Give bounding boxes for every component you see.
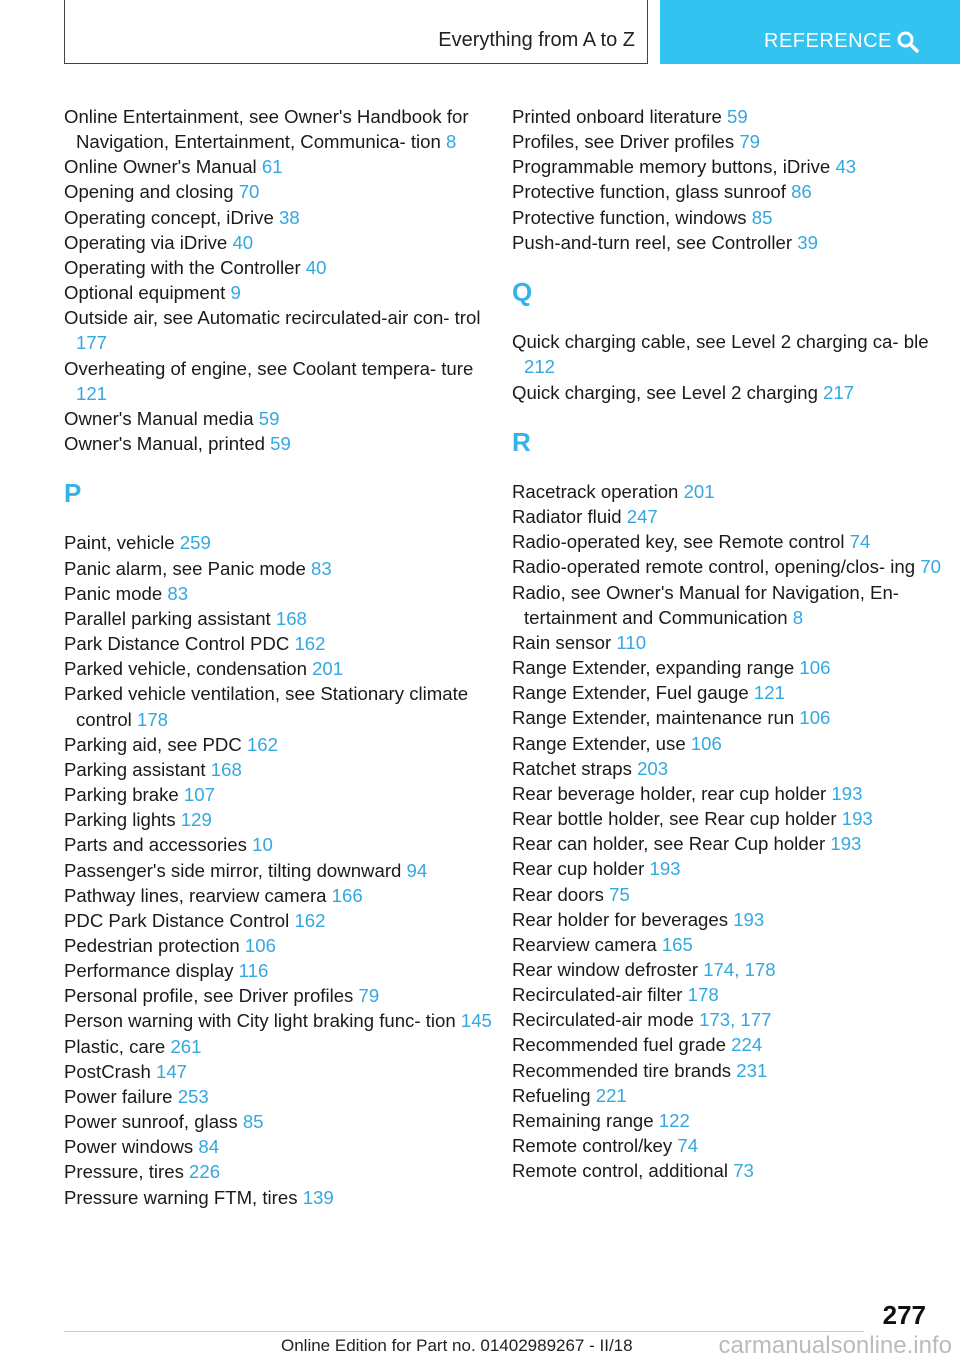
index-entry: [64, 556, 504, 581]
page-reference-link[interactable]: 226: [189, 1161, 221, 1183]
index-entry: [64, 179, 504, 204]
page-reference-link[interactable]: 166: [331, 884, 363, 906]
index-entry: [64, 883, 504, 908]
page-reference-link[interactable]: 75: [609, 883, 630, 905]
page-reference-link[interactable]: 203: [637, 757, 669, 779]
index-entry: [64, 1034, 504, 1059]
page-reference-link[interactable]: 173, 177: [699, 1009, 772, 1031]
entry-term: Range Extender, expanding range: [512, 657, 795, 679]
index-entry: [64, 782, 504, 807]
index-entry: [64, 757, 504, 782]
index-entry: [512, 205, 952, 230]
reference-label: REFERENCE: [764, 30, 892, 52]
index-entry: [512, 580, 952, 630]
entry-term: Remote control, additional: [512, 1160, 729, 1182]
page-reference-link[interactable]: 10: [252, 834, 273, 856]
index-entry: [64, 305, 504, 355]
index-entry: [512, 680, 952, 705]
entry-term: Protective function, glass sunroof: [512, 181, 786, 203]
entry-term: Ratchet straps: [512, 757, 632, 779]
page-reference-link[interactable]: 122: [658, 1109, 690, 1131]
entry-term: Rear cup holder: [512, 858, 645, 880]
index-entry: [512, 831, 952, 856]
entry-term: Protective function, windows: [512, 206, 747, 228]
entry-term: Opening and closing: [64, 181, 234, 203]
reference-tab[interactable]: [660, 0, 960, 64]
page-reference-link[interactable]: 162: [246, 733, 278, 755]
index-entry: [512, 179, 952, 204]
entry-term: Rear beverage holder, rear cup holder: [512, 782, 827, 804]
page-reference-link[interactable]: 212: [524, 356, 556, 378]
index-entry: [64, 431, 504, 456]
entry-term: Recommended tire brands: [512, 1059, 732, 1081]
page-reference-link[interactable]: 43: [835, 156, 857, 178]
entry-term: Rain sensor: [512, 631, 612, 653]
page-reference-link[interactable]: 116: [238, 960, 269, 982]
index-entry: [512, 230, 952, 255]
watermark: carmanualsonline.info: [718, 1332, 952, 1359]
index-entry: [64, 280, 504, 305]
page-reference-link[interactable]: 40: [305, 256, 327, 278]
page-reference-link[interactable]: 74: [677, 1135, 699, 1157]
entry-term: Pressure warning FTM, tires: [64, 1186, 298, 1208]
index-entry: [512, 479, 952, 504]
page-reference-link[interactable]: 147: [155, 1060, 188, 1082]
entry-term: Racetrack operation: [512, 481, 679, 502]
index-entry: [512, 504, 952, 529]
entry-term: Recommended fuel grade: [512, 1034, 726, 1056]
index-entry: [512, 781, 952, 806]
entry-term: Rear can holder, see Rear Cup holder: [512, 833, 826, 855]
entry-term: Radio, see Owner's Manual for Navigation, En‐ tertainment and Communication: [512, 581, 899, 628]
index-entry: [64, 832, 504, 857]
index-entry: [512, 655, 952, 680]
index-entry: [64, 406, 504, 431]
page-reference-link[interactable]: 83: [311, 557, 332, 579]
index-entry: [64, 1059, 504, 1084]
entry-term: Parking assistant: [64, 758, 206, 780]
entry-term: Panic mode: [64, 582, 163, 604]
page-reference-link[interactable]: 73: [733, 1160, 754, 1182]
page-reference-link[interactable]: 86: [791, 181, 812, 203]
page-reference-link[interactable]: 121: [76, 382, 108, 404]
page-reference-link[interactable]: 261: [170, 1035, 202, 1057]
page-reference-link[interactable]: 193: [831, 782, 863, 804]
index-entry: [512, 380, 952, 405]
index-entry: [512, 1158, 952, 1183]
index-entry: [512, 705, 952, 730]
page-reference-link[interactable]: 8: [792, 606, 804, 628]
entry-term: Power sunroof, glass: [64, 1111, 238, 1133]
page-reference-link[interactable]: 217: [823, 381, 855, 403]
page-reference-link[interactable]: 193: [830, 833, 862, 855]
entry-term: Rear window defroster: [512, 958, 699, 980]
entry-term: Panic alarm, see Panic mode: [64, 557, 306, 579]
index-entry: [64, 606, 504, 631]
page-reference-link[interactable]: 247: [626, 506, 658, 528]
page-reference-link[interactable]: 39: [797, 231, 818, 253]
entry-term: Overheating of engine, see Coolant tempera‐ ture: [64, 357, 474, 379]
entry-term: Passenger's side mirror, tilting downward: [64, 859, 402, 881]
entry-term: Performance display: [64, 960, 234, 982]
entry-term: Parking brake: [64, 784, 179, 806]
index-entry: [512, 329, 952, 379]
index-entry: [512, 882, 952, 907]
page-reference-link[interactable]: 59: [270, 433, 291, 455]
page-reference-link[interactable]: 174, 178: [703, 958, 776, 980]
page-reference-link[interactable]: 129: [180, 809, 212, 831]
index-entry: [64, 958, 504, 983]
entry-term: Quick charging cable, see Level 2 charging ca‐ ble: [512, 331, 929, 353]
entry-term: Radiator fluid: [512, 506, 622, 528]
entry-term: Pedestrian protection: [64, 934, 240, 956]
entry-term: Parking lights: [64, 809, 176, 831]
page-reference-link[interactable]: 224: [731, 1034, 763, 1056]
index-column-left: [64, 104, 504, 1210]
page-reference-link[interactable]: 74: [849, 531, 871, 553]
page-reference-link[interactable]: 145: [460, 1010, 492, 1032]
index-entry: [64, 356, 504, 406]
section-title: Everything from A to Z: [438, 29, 635, 51]
entry-term: Profiles, see Driver profiles: [512, 131, 735, 153]
page-reference-link[interactable]: 79: [739, 131, 761, 153]
entry-term: Rear holder for beverages: [512, 908, 729, 930]
index-entry: [512, 1032, 952, 1057]
page-reference-link[interactable]: 168: [210, 758, 242, 780]
section-header: [64, 0, 648, 64]
entry-term: Online Entertainment, see Owner's Handbook for Navigation, Entertainment, Communica‐ tion: [64, 106, 469, 153]
index-entry: [512, 529, 952, 554]
page-reference-link[interactable]: 106: [799, 707, 831, 729]
index-entry: [64, 983, 504, 1008]
page-reference-link[interactable]: 221: [595, 1084, 627, 1106]
entry-term: Pressure, tires: [64, 1161, 184, 1183]
index-entry: [64, 681, 504, 731]
index-entry: [512, 756, 952, 781]
page-reference-link[interactable]: 177: [76, 332, 108, 354]
entry-term: Plastic, care: [64, 1035, 166, 1057]
entry-term: Operating with the Controller: [64, 256, 301, 278]
index-entry: [512, 630, 952, 655]
index-entry: [512, 1133, 952, 1158]
entry-term: Pathway lines, rearview camera: [64, 884, 327, 906]
page-reference-link[interactable]: 178: [136, 708, 169, 730]
index-entry: [64, 255, 504, 280]
page-reference-link[interactable]: 178: [687, 984, 719, 1006]
index-entry: [64, 1008, 504, 1033]
page-reference-link[interactable]: 253: [177, 1085, 209, 1107]
index-entry: [512, 1083, 952, 1108]
page-reference-link[interactable]: 84: [198, 1136, 220, 1158]
index-entry: [64, 732, 504, 757]
index-entry: [512, 1058, 952, 1083]
entry-term: Optional equipment: [64, 282, 226, 304]
page-reference-link[interactable]: 79: [358, 985, 380, 1007]
entry-term: Power windows: [64, 1136, 194, 1158]
page-reference-link[interactable]: 40: [232, 231, 254, 253]
page-reference-link[interactable]: 106: [799, 657, 831, 679]
page-reference-link[interactable]: 106: [690, 732, 722, 754]
entry-term: PDC Park Distance Control: [64, 909, 290, 931]
entry-term: Operating concept, iDrive: [64, 206, 274, 228]
entry-term: Parked vehicle ventilation, see Stationary climate control: [64, 683, 469, 730]
entry-term: Rear bottle holder, see Rear cup holder: [512, 808, 837, 830]
entry-term: Parts and accessories: [64, 834, 247, 856]
entry-term: Radio-operated key, see Remote control: [512, 531, 845, 553]
index-entry: [64, 205, 504, 230]
entry-term: Parked vehicle, condensation: [64, 658, 307, 680]
page-reference-link[interactable]: 8: [445, 131, 457, 153]
entry-term: Parking aid, see PDC: [64, 733, 242, 755]
page-reference-link[interactable]: 38: [278, 206, 300, 228]
page-reference-link[interactable]: 162: [294, 633, 326, 655]
index-entry: [512, 957, 952, 982]
index-entry: [64, 1084, 504, 1109]
entry-term: Owner's Manual, printed: [64, 433, 265, 455]
section-letter: P: [64, 478, 82, 509]
page-reference-link[interactable]: 61: [261, 156, 283, 178]
index-entry: [64, 230, 504, 255]
index-entry: [512, 1108, 952, 1133]
index-entry: [512, 129, 952, 154]
page-reference-link[interactable]: 162: [294, 909, 326, 931]
page-reference-link[interactable]: 259: [179, 532, 211, 554]
index-entry: [512, 806, 952, 831]
entry-term: Range Extender, maintenance run: [512, 707, 795, 729]
page-reference-link[interactable]: 110: [616, 631, 647, 653]
entry-term: PostCrash: [64, 1060, 151, 1082]
entry-term: Refueling: [512, 1084, 591, 1106]
page-reference-link[interactable]: 139: [302, 1186, 334, 1208]
entry-term: Personal profile, see Driver profiles: [64, 985, 354, 1007]
page-reference-link[interactable]: 59: [258, 407, 280, 429]
page-reference-link[interactable]: 193: [649, 858, 681, 880]
page-reference-link[interactable]: 121: [753, 682, 785, 704]
index-entry: [64, 908, 504, 933]
entry-term: Remaining range: [512, 1109, 654, 1131]
page-reference-link[interactable]: 165: [661, 933, 693, 955]
index-entry: [64, 631, 504, 656]
page-reference-link[interactable]: 107: [183, 784, 215, 806]
page-reference-link[interactable]: 85: [751, 206, 773, 228]
index-entry: [512, 856, 952, 881]
index-entry: [512, 1007, 952, 1032]
entry-term: Printed onboard literature: [512, 106, 722, 127]
page-reference-link[interactable]: 59: [727, 106, 748, 127]
page-reference-link[interactable]: 83: [167, 582, 189, 604]
entry-term: Operating via iDrive: [64, 231, 228, 253]
search-icon[interactable]: [896, 30, 920, 54]
page-reference-link[interactable]: 94: [406, 859, 428, 881]
index-entry: [512, 731, 952, 756]
page-reference-link[interactable]: 9: [230, 282, 241, 304]
entry-term: Programmable memory buttons, iDrive: [512, 156, 831, 178]
page-reference-link[interactable]: 201: [683, 481, 715, 502]
page-reference-link[interactable]: 193: [841, 808, 873, 830]
page-reference-link[interactable]: 168: [275, 607, 307, 629]
entry-term: Recirculated-air filter: [512, 984, 683, 1006]
index-entry: [64, 154, 504, 179]
entry-term: Owner's Manual media: [64, 407, 254, 429]
entry-term: Recirculated-air mode: [512, 1009, 694, 1031]
index-entry: [64, 530, 504, 555]
page-reference-link[interactable]: 193: [733, 908, 765, 930]
edition-footer: Online Edition for Part no. 01402989267 - II/18: [281, 1336, 633, 1355]
page-reference-link[interactable]: 231: [736, 1059, 768, 1081]
index-entry: [64, 858, 504, 883]
entry-term: Outside air, see Automatic recirculated-air con‐ trol: [64, 307, 481, 329]
section-letter: Q: [512, 276, 533, 307]
index-entry: [64, 933, 504, 958]
index-entry: [512, 154, 952, 179]
page-reference-link[interactable]: 85: [242, 1111, 264, 1133]
entry-term: Rear doors: [512, 883, 604, 905]
entry-term: Quick charging, see Level 2 charging: [512, 381, 818, 403]
index-entry: [64, 1185, 504, 1210]
entry-term: Remote control/key: [512, 1135, 673, 1157]
index-entry: [64, 1159, 504, 1184]
index-entry: [64, 581, 504, 606]
entry-term: Park Distance Control PDC: [64, 633, 290, 655]
entry-term: Push-and-turn reel, see Controller: [512, 231, 793, 253]
index-entry: [64, 656, 504, 681]
entry-term: Person warning with City light braking func‐ tion: [64, 1010, 456, 1032]
entry-term: Rearview camera: [512, 933, 657, 955]
index-entry: [512, 104, 952, 129]
index-entry: [64, 104, 504, 154]
entry-term: Range Extender, Fuel gauge: [512, 682, 749, 704]
page-reference-link[interactable]: 106: [244, 934, 276, 956]
page-reference-link[interactable]: 70: [920, 556, 941, 578]
index-entry: [64, 807, 504, 832]
index-entry: [512, 907, 952, 932]
page-number: 277: [882, 1300, 926, 1330]
entry-term: Online Owner's Manual: [64, 156, 257, 178]
page-reference-link[interactable]: 201: [312, 658, 344, 680]
index-entry: [512, 932, 952, 957]
index-entry: [512, 554, 952, 579]
section-letter: R: [512, 426, 531, 457]
index-entry: [64, 1109, 504, 1134]
entry-term: Radio-operated remote control, opening/clos‐ ing: [512, 556, 916, 578]
index-entry: [512, 982, 952, 1007]
entry-term: Power failure: [64, 1085, 173, 1107]
index-entry: [64, 1134, 504, 1159]
index-column-right: [512, 104, 952, 1183]
entry-term: Parallel parking assistant: [64, 607, 271, 629]
entry-term: Range Extender, use: [512, 732, 686, 754]
entry-term: Paint, vehicle: [64, 532, 175, 554]
page-reference-link[interactable]: 70: [238, 181, 260, 203]
